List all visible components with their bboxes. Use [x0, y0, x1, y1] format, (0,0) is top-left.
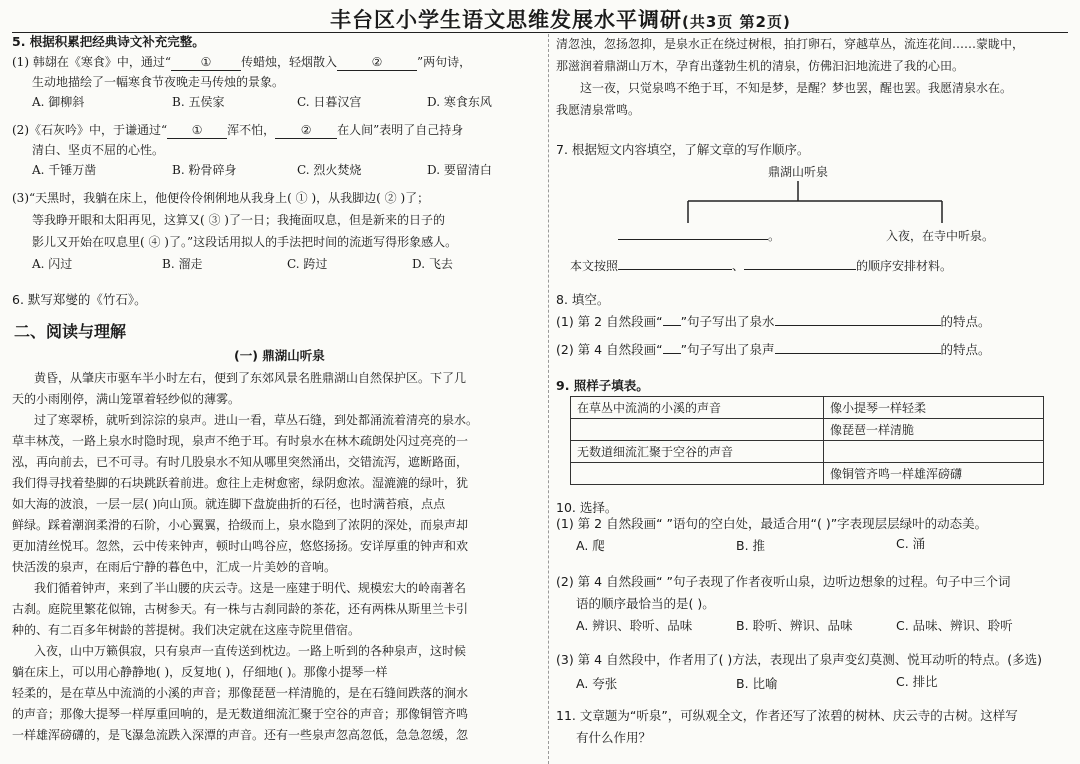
q5-s1-c: ”两句诗， — [416, 55, 472, 69]
left-column — [12, 34, 542, 764]
q5-s1-opt-a[interactable]: A. 御柳斜 — [32, 95, 85, 109]
q5-s1-a: (1) 韩翃在《寒食》中，通过“ — [12, 55, 171, 69]
q7-blank-1[interactable] — [618, 269, 732, 270]
passage-cont-line: 那滋润着鼎湖山万木，孕育出蓬勃生机的清泉，仿佛汩汩地流进了我的心田。 — [556, 59, 965, 73]
q8-blank-2[interactable] — [775, 353, 941, 354]
table-cell: 像琵琶一样清脆 — [824, 419, 1044, 441]
table-row — [571, 397, 1044, 419]
q5-s3-line2: 等我睁开眼和太阳再见，这算又( ③ )了一日；我掩面叹息，但是新来的日子的 — [32, 213, 445, 227]
q10-s2-opt-b[interactable]: B. 聆听、辨识、品味 — [736, 618, 853, 633]
table-cell-blank[interactable] — [571, 463, 824, 485]
q8-title: 8. 填空。 — [556, 292, 610, 307]
q5-s1-line1 — [12, 54, 471, 71]
q5-s1-b: 传蜡烛，轻烟散入 — [240, 55, 337, 69]
table-row — [571, 441, 1044, 463]
q8-l2-c: 的特点。 — [940, 342, 991, 357]
passage-line: 躺在床上，可以用心静静地( )，反复地( )，仔细地( )。那像小提琴一样 — [12, 665, 388, 679]
q11-line2: 有什么作用？ — [576, 730, 652, 745]
q8-line2 — [556, 342, 991, 358]
passage-line: 天的小雨刚停，满山笼罩着轻纱似的薄雾。 — [12, 392, 241, 406]
passage-cont-line: 清忽浊，忽扬忽抑，是泉水正在绕过树根，拍打卵石，穿越草丛，流连花间……蒙眬中， — [556, 37, 1025, 51]
q7-root: 鼎湖山听泉 — [768, 165, 829, 179]
table-cell: 像小提琴一样轻柔 — [824, 397, 1044, 419]
passage-line: 快活泼的泉声，在雨后宁静的暮色中，汇成一片美妙的音响。 — [12, 560, 337, 574]
passage-line: 如大海的波浪，一层一层( )向山顶。就连脚下盘旋曲折的石径，也时满苔痕，点点 — [12, 497, 446, 511]
page-header — [0, 0, 1080, 34]
passage-line: 轻柔的，是在草丛中流淌的小溪的声音；那像琵琶一样清脆的，是在石缝间跌落的涧水 — [12, 686, 469, 700]
q5-s2-opt-d[interactable]: D. 要留清白 — [427, 163, 492, 177]
q5-s2-blank1[interactable]: ① — [167, 122, 227, 139]
q5-s3-line1: (3)“天黑时，我躺在床上，他便伶伶俐俐地从我身上( ① )，从我脚边( ② )了； — [12, 191, 430, 205]
q10-s2-line2: 语的顺序最恰当的是( )。 — [576, 596, 715, 611]
page-title — [330, 4, 791, 34]
q8-line1 — [556, 314, 991, 330]
q7-line2-a: 本文按照 — [570, 259, 619, 273]
q5-s3-opt-d[interactable]: D. 飞去 — [412, 257, 453, 271]
table-cell: 无数道细流汇聚于空谷的声音 — [571, 441, 824, 463]
q11-line1: 11. 文章题为“听泉”，可纵观全文，作者还写了浓碧的树林、庆云寺的古树。这样写 — [556, 708, 1018, 723]
q8-l2-a: (2) 第 4 自然段画“ — [556, 342, 663, 357]
passage-line: 泓，再向前去，已不可寻。有时几股泉水不知从哪里突然涌出，交错流泻，遮断路面， — [12, 455, 469, 469]
q10-s1-opt-a[interactable]: A. 爬 — [576, 538, 605, 553]
q10-s1-opt-b[interactable]: B. 推 — [736, 538, 766, 553]
q8-blank-1[interactable] — [775, 325, 941, 326]
q7-line2-c: 的顺序安排材料。 — [856, 259, 953, 273]
q10-s2-line1: (2) 第 4 自然段画“ ”句子表现了作者夜听山泉，边听边想象的过程。句子中三个词 — [556, 574, 1011, 589]
q8-mark — [663, 353, 681, 354]
q10-title: 10. 选择。 — [556, 500, 618, 515]
page-count: (共3页 第2页) — [682, 13, 791, 31]
table-cell: 像铜管齐鸣一样雄浑磅礴 — [824, 463, 1044, 485]
q5-s1-opt-d[interactable]: D. 寒食东风 — [427, 95, 492, 109]
q5-s1-blank2[interactable]: ② — [337, 54, 417, 71]
column-divider — [548, 34, 549, 764]
passage-line: 古刹。庭院里繁花似锦，古树参天。有一株与古刹同龄的茶花，还有两株从斯里兰卡引 — [12, 602, 469, 616]
q5-s3-line3: 影儿又开始在叹息里( ④ )了。”这段话用拟人的手法把时间的流逝写得形象感人。 — [32, 235, 458, 249]
table-row — [571, 419, 1044, 441]
q5-s1-opt-b[interactable]: B. 五侯家 — [172, 95, 225, 109]
q5-s2-a: (2)《石灰吟》中，于谦通过“ — [12, 123, 168, 137]
q5-s3-opt-a[interactable]: A. 闪过 — [32, 257, 73, 271]
passage-title: (一) 鼎湖山听泉 — [234, 348, 325, 363]
q7-left-blank[interactable] — [618, 228, 780, 244]
title-text: 丰台区小学生语文思维发展水平调研 — [330, 8, 682, 32]
q7-tree-diagram — [556, 179, 1068, 229]
q5-s2-opt-b[interactable]: B. 粉骨碎身 — [172, 163, 237, 177]
q5-s1-blank1[interactable]: ① — [171, 54, 241, 71]
q7-blank-2[interactable] — [744, 269, 856, 270]
passage-line: 入夜，山中万籁俱寂，只有泉声一直传送到枕边。一路上听到的各种泉声，这时候 — [34, 644, 467, 658]
passage-cont-line: 我愿清泉常鸣。 — [556, 103, 641, 117]
passage-line: 我们循着钟声，来到了半山腰的庆云寺。这是一座建于明代、规模宏大的岭南著名 — [34, 581, 467, 595]
header-rule — [12, 32, 1068, 33]
q5-s1-line2: 生动地描绘了一幅寒食节夜晚走马传烛的景象。 — [32, 75, 285, 89]
passage-line: 的声音；那像大提琴一样厚重回响的，是无数道细流汇聚于空谷的声音；那像铜管齐鸣 — [12, 707, 469, 721]
q8-l1-a: (1) 第 2 自然段画“ — [556, 314, 663, 329]
q10-s3-opt-b[interactable]: B. 比喻 — [736, 676, 778, 691]
passage-line: 更加清丝悦耳。忽然，云中传来钟声，顿时山鸣谷应，悠悠扬扬。安详厚重的钟声和欢 — [12, 539, 469, 553]
passage-line: 黄昏，从肇庆市驱车半小时左右，便到了东郊风景名胜鼎湖山自然保护区。下了几 — [34, 371, 467, 385]
q5-title: 5. 根据积累把经典诗文补充完整。 — [12, 34, 205, 49]
passage-line: 草丰林茂，一路上泉水时隐时现，泉声不绝于耳。有时泉水在林木疏朗处闪过亮亮的一 — [12, 434, 469, 448]
q10-s2-opt-c[interactable]: C. 品味、辨识、聆听 — [896, 618, 1013, 633]
q5-s2-c: 在人间”表明了自己持身 — [337, 123, 464, 137]
q9-table — [570, 396, 1044, 485]
passage-line: 种的、有二百多年树龄的菩提树。我们决定就在这座寺院里借宿。 — [12, 623, 361, 637]
q8-l1-c: 的特点。 — [940, 314, 991, 329]
passage-line: 我们得寻找着垫脚的石块跳跃着前进。愈往上走树愈密，绿阴愈浓。湿漉漉的绿叶，犹 — [12, 476, 469, 490]
q8-l1-b: ”句子写出了泉水 — [680, 314, 775, 329]
q10-s1-opt-c[interactable]: C. 涌 — [896, 536, 926, 551]
table-cell: 在草丛中流淌的小溪的声音 — [571, 397, 824, 419]
table-cell-blank[interactable] — [824, 441, 1044, 463]
q5-s1-opt-c[interactable]: C. 日暮汉宫 — [297, 95, 362, 109]
q10-s3-opt-a[interactable]: A. 夸张 — [576, 676, 618, 691]
passage-cont-line: 这一夜，只觉泉鸣不绝于耳，不知是梦，是醒？梦也罢，醒也罢。我愿清泉水在。 — [580, 81, 1013, 95]
q5-s2-b: 浑不怕， — [227, 123, 276, 137]
q7-line2-b: 、 — [732, 259, 745, 273]
table-cell-blank[interactable] — [571, 419, 824, 441]
q5-s2-blank2[interactable]: ② — [275, 122, 337, 139]
q7-line2 — [570, 258, 952, 274]
passage-line: 过了寒翠桥，就听到淙淙的泉声。进山一看，草丛石缝，到处都涌流着清亮的泉水。 — [34, 413, 479, 427]
q7-right-node: 入夜，在寺中听泉。 — [886, 229, 995, 243]
q10-s3-opt-c[interactable]: C. 排比 — [896, 674, 938, 689]
passage-line: 鲜绿。踩着潮润柔滑的石阶，小心翼翼，拾级而上，泉水隐到了浓阴的深处，而泉声却 — [12, 518, 469, 532]
q9-title: 9. 照样子填表。 — [556, 378, 649, 393]
q6-title: 6. 默写郑燮的《竹石》。 — [12, 292, 147, 307]
q10-s2-opt-a[interactable]: A. 辨识、聆听、品味 — [576, 618, 693, 633]
q5-s2-line2: 清白、坚贞不屈的心性。 — [32, 143, 165, 157]
q10-s3: (3) 第 4 自然段中，作者用了( )方法，表现出了泉声变幻莫测、悦耳动听的特点。(多选) — [556, 652, 1043, 667]
passage-line: 一样雄浑磅礴的，是飞瀑急流跌入深潭的声音。还有一些泉声忽高忽低，急急忽缓，忽 — [12, 728, 469, 742]
q7-title: 7. 根据短文内容填空，了解文章的写作顺序。 — [556, 142, 810, 157]
right-column — [556, 34, 1068, 764]
q10-s1: (1) 第 2 自然段画“ ”语句的空白处，最适合用“( )”字表现层层绿叶的动态美。 — [556, 516, 988, 531]
q8-l2-b: ”句子写出了泉声 — [680, 342, 775, 357]
table-row — [571, 463, 1044, 485]
q7-left-end: 。 — [768, 229, 781, 243]
q8-mark — [663, 325, 681, 326]
section-2-title: 二、阅读与理解 — [14, 322, 127, 341]
q5-s3-opt-b[interactable]: B. 溜走 — [162, 257, 203, 271]
q5-s2-opt-a[interactable]: A. 千锤万凿 — [32, 163, 97, 177]
q5-s3-opt-c[interactable]: C. 跨过 — [287, 257, 328, 271]
q5-s2-opt-c[interactable]: C. 烈火焚烧 — [297, 163, 362, 177]
q5-s2-line1 — [12, 122, 463, 139]
